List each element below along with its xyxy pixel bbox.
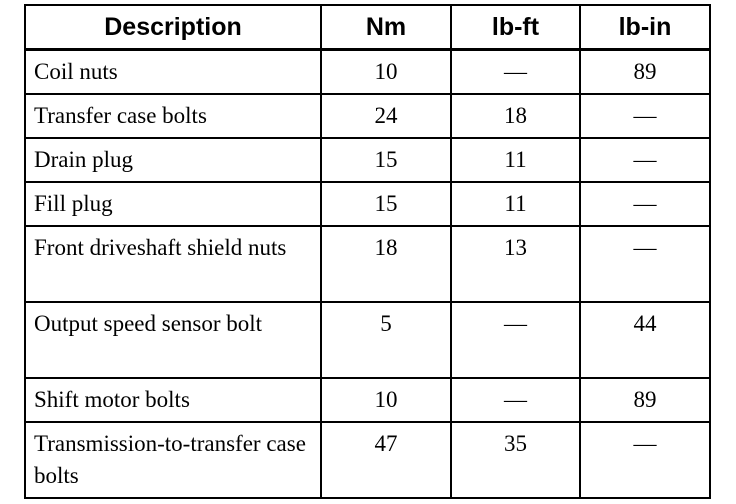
cell-nm: 18 [321, 226, 451, 302]
cell-lb-ft: — [451, 302, 580, 378]
cell-description: Drain plug [25, 138, 321, 182]
cell-nm: 47 [321, 422, 451, 498]
cell-description: Transfer case bolts [25, 94, 321, 138]
cell-description: Output speed sensor bolt [25, 302, 321, 378]
cell-lb-in: 44 [580, 302, 710, 378]
table-row [25, 94, 710, 138]
cell-description: Front driveshaft shield nuts [25, 226, 321, 302]
cell-lb-ft: — [451, 378, 580, 422]
table-row [25, 378, 710, 422]
cell-nm: 10 [321, 50, 451, 95]
cell-description: Transmission-to-transfer case bolts [25, 422, 321, 498]
cell-lb-in: — [580, 138, 710, 182]
cell-description: Shift motor bolts [25, 378, 321, 422]
cell-lb-in: — [580, 422, 710, 498]
cell-nm: 10 [321, 378, 451, 422]
cell-description: Coil nuts [25, 50, 321, 95]
cell-lb-ft: 35 [451, 422, 580, 498]
cell-lb-ft: 13 [451, 226, 580, 302]
cell-lb-ft: — [451, 50, 580, 95]
table-row [25, 182, 710, 226]
cell-description: Fill plug [25, 182, 321, 226]
header-lb-ft: lb-ft [451, 5, 580, 50]
table-row [25, 226, 710, 302]
header-nm: Nm [321, 5, 451, 50]
cell-lb-in: 89 [580, 378, 710, 422]
cell-lb-in: — [580, 94, 710, 138]
table-row [25, 50, 710, 95]
torque-spec-table [24, 4, 711, 499]
cell-lb-in: — [580, 182, 710, 226]
table-row [25, 302, 710, 378]
cell-lb-ft: 11 [451, 182, 580, 226]
header-description: Description [25, 5, 321, 50]
cell-nm: 15 [321, 138, 451, 182]
table-header-row [25, 5, 710, 50]
cell-lb-in: 89 [580, 50, 710, 95]
cell-lb-ft: 18 [451, 94, 580, 138]
cell-nm: 24 [321, 94, 451, 138]
cell-lb-ft: 11 [451, 138, 580, 182]
table-row [25, 138, 710, 182]
cell-nm: 15 [321, 182, 451, 226]
cell-lb-in: — [580, 226, 710, 302]
header-lb-in: lb-in [580, 5, 710, 50]
cell-nm: 5 [321, 302, 451, 378]
table-row [25, 422, 710, 498]
